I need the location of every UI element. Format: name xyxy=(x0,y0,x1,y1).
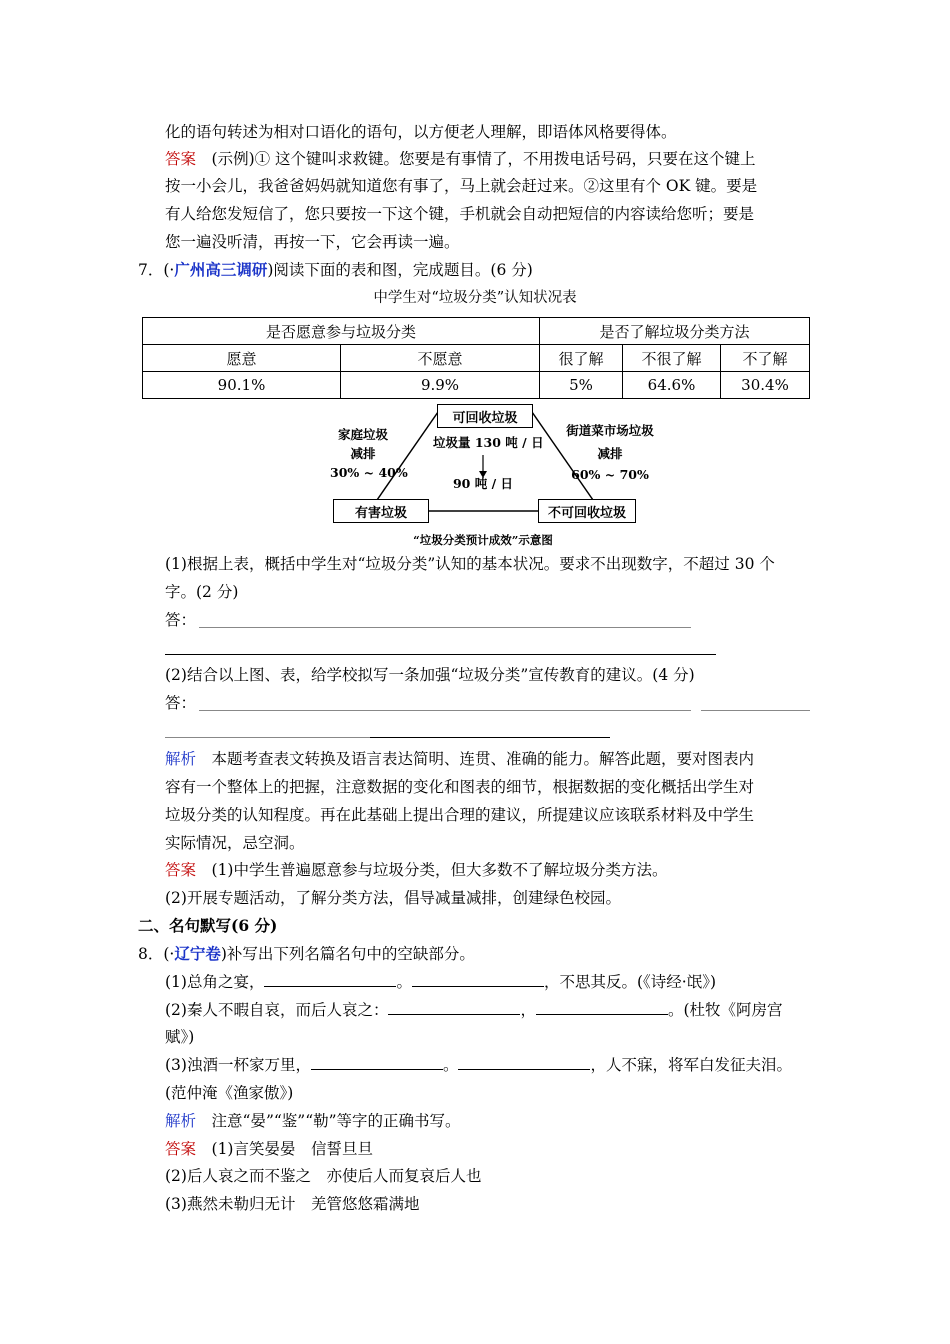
table-value-cell: 5% xyxy=(540,372,623,399)
left-label xyxy=(330,425,408,482)
answer-line xyxy=(165,148,756,170)
analysis-label: 解析 xyxy=(165,1112,197,1130)
analysis-label: 解析 xyxy=(165,750,197,768)
right-label-line: 街道菜市场垃圾 xyxy=(566,423,654,438)
analysis-line xyxy=(165,748,754,770)
question-8-stem xyxy=(138,943,475,965)
item-text: (1)总角之宴， xyxy=(165,973,265,991)
analysis-line: 容有一个整体上的把握，注意数据的变化和图表的细节，根据数据的变化概括出学生对 xyxy=(165,778,755,796)
fill-blank[interactable] xyxy=(536,1000,668,1015)
answer-line-blank[interactable] xyxy=(199,627,691,628)
answer-line-blank[interactable] xyxy=(701,710,810,711)
box-hazardous: 有害垃圾 xyxy=(333,499,429,523)
question-number: 8．(· xyxy=(138,945,175,963)
answer-line-blank[interactable] xyxy=(165,654,716,655)
question-number: 7．(· xyxy=(138,261,175,279)
table-value-cell: 64.6% xyxy=(623,372,721,399)
table-value-cell: 30.4% xyxy=(721,372,810,399)
left-label-line: 30% ~ 40% xyxy=(330,465,408,480)
table-header-cell: 不很了解 xyxy=(623,345,721,372)
box-nonrecyclable: 不可回收垃圾 xyxy=(538,499,636,523)
answer-line-blank[interactable] xyxy=(370,737,610,738)
item-text: ，不思其反。(《诗经·氓》) xyxy=(543,973,717,991)
answer-line-blank[interactable] xyxy=(165,737,370,738)
fill-blank[interactable] xyxy=(311,1055,443,1070)
analysis-line xyxy=(165,1110,461,1132)
item-text: 。(杜牧《阿房宫 xyxy=(667,1001,783,1019)
diagram-caption: “垃圾分类预计成效”示意图 xyxy=(413,533,553,547)
table-group-header: 是否愿意参与垃圾分类 xyxy=(143,318,540,345)
question-7-stem xyxy=(138,259,533,281)
answer-text: (1)言笑晏晏 信誓旦旦 xyxy=(196,1140,373,1158)
item-text: 。 xyxy=(396,973,412,991)
table-header-cell: 很了解 xyxy=(540,345,623,372)
sub-question-1: (1)根据上表，概括中学生对“垃圾分类”认知的基本状况。要求不出现数字，不超过 30 个 xyxy=(165,555,775,573)
answer-line: (2)后人哀之而不鉴之 亦使后人而复哀后人也 xyxy=(165,1167,482,1185)
item-text: ，人不寐，将军白发征夫泪。 xyxy=(590,1056,792,1074)
item-text: 。 xyxy=(442,1056,459,1074)
fill-item-2 xyxy=(165,999,783,1021)
fill-item-1 xyxy=(165,971,716,993)
analysis-text: 注意“晏”“鉴”“勒”等字的正确书写。 xyxy=(196,1112,461,1130)
sub-question-1-cont: 字。(2 分) xyxy=(165,583,239,601)
analysis-line: 实际情况，忌空洞。 xyxy=(165,834,305,852)
right-label-line: 60% ~ 70% xyxy=(571,467,649,482)
left-label-line: 家庭垃圾 xyxy=(337,427,388,442)
answer-label: 答案 xyxy=(165,150,197,168)
item-text: (2)秦人不暇自哀，而后人哀之： xyxy=(165,1001,389,1019)
item-text: ， xyxy=(520,1001,536,1019)
table-header-cell: 愿意 xyxy=(143,345,341,372)
question-stem: )阅读下面的表和图，完成题目。(6 分) xyxy=(267,261,533,279)
answer-line: (2)开展专题活动，了解分类方法，倡导减量减排，创建绿色校园。 xyxy=(165,889,621,907)
fill-blank[interactable] xyxy=(458,1055,590,1070)
answer-line: 您一遍没听清，再按一下，它会再读一遍。 xyxy=(165,233,460,251)
fill-item-3 xyxy=(165,1054,792,1076)
box-recyclable: 可回收垃圾 xyxy=(437,404,533,428)
answer-line: (3)燕然未勒归无计 羌管悠悠霜满地 xyxy=(165,1195,420,1213)
table-header-cell: 不愿意 xyxy=(341,345,540,372)
text-line: 化的语句转述为相对口语化的语句，以方便老人理解，即语体风格要得体。 xyxy=(165,123,677,141)
question-source: 广州高三调研 xyxy=(174,260,268,279)
center-bottom-label: 90 吨 / 日 xyxy=(452,476,514,491)
left-label-line: 减排 xyxy=(350,446,376,461)
table-value-cell: 9.9% xyxy=(341,372,540,399)
table-title: 中学生对“垃圾分类”认知状况表 xyxy=(373,290,577,306)
table-header-cell: 不了解 xyxy=(721,345,810,372)
answer-line xyxy=(165,1138,373,1160)
answer-text: (示例)① 这个键叫求救键。您要是有事情了，不用拨电话号码，只要在这个键上 xyxy=(196,150,756,168)
fill-item-2-cont: 赋》) xyxy=(165,1028,195,1046)
answer-prompt: 答： xyxy=(165,611,197,629)
answer-text: (1)中学生普遍愿意参与垃圾分类，但大多数不了解垃圾分类方法。 xyxy=(196,861,668,879)
survey-table xyxy=(142,317,810,399)
answer-line: 有人给您发短信了，您只要按一下这个键，手机就会自动把短信的内容读给您听；要是 xyxy=(165,205,755,223)
answer-line-blank[interactable] xyxy=(199,710,691,711)
fill-item-3-cont: (范仲淹《渔家傲》) xyxy=(165,1084,294,1102)
table-group-header: 是否了解垃圾分类方法 xyxy=(540,318,810,345)
answer-label: 答案 xyxy=(165,861,197,879)
center-top-label: 垃圾量 130 吨 / 日 xyxy=(433,435,544,450)
right-label xyxy=(560,421,660,484)
item-text: (3)浊酒一杯家万里， xyxy=(165,1056,311,1074)
question-source: 辽宁卷 xyxy=(174,944,221,963)
question-stem: )补写出下列名篇名句中的空缺部分。 xyxy=(220,945,475,963)
fill-blank[interactable] xyxy=(412,972,544,987)
analysis-text: 本题考查表文转换及语言表达简明、连贯、准确的能力。解答此题，要对图表内 xyxy=(196,750,755,768)
fill-blank[interactable] xyxy=(264,972,396,987)
answer-line xyxy=(165,859,667,881)
analysis-line: 垃圾分类的认知程度。再在此基础上提出合理的建议，所提建议应该联系材料及中学生 xyxy=(165,806,755,824)
sub-question-2: (2)结合以上图、表，给学校拟写一条加强“垃圾分类”宣传教育的建议。(4 分) xyxy=(165,666,695,684)
table-value-cell: 90.1% xyxy=(143,372,341,399)
fill-blank[interactable] xyxy=(388,1000,520,1015)
answer-line: 按一小会儿，我爸爸妈妈就知道您有事了，马上就会赶过来。②这里有个 OK 键。要是 xyxy=(165,177,758,195)
right-label-line: 减排 xyxy=(597,446,623,461)
section-heading: 二、名句默写(6 分) xyxy=(138,916,278,935)
answer-prompt: 答： xyxy=(165,694,197,712)
answer-label: 答案 xyxy=(165,1140,197,1158)
